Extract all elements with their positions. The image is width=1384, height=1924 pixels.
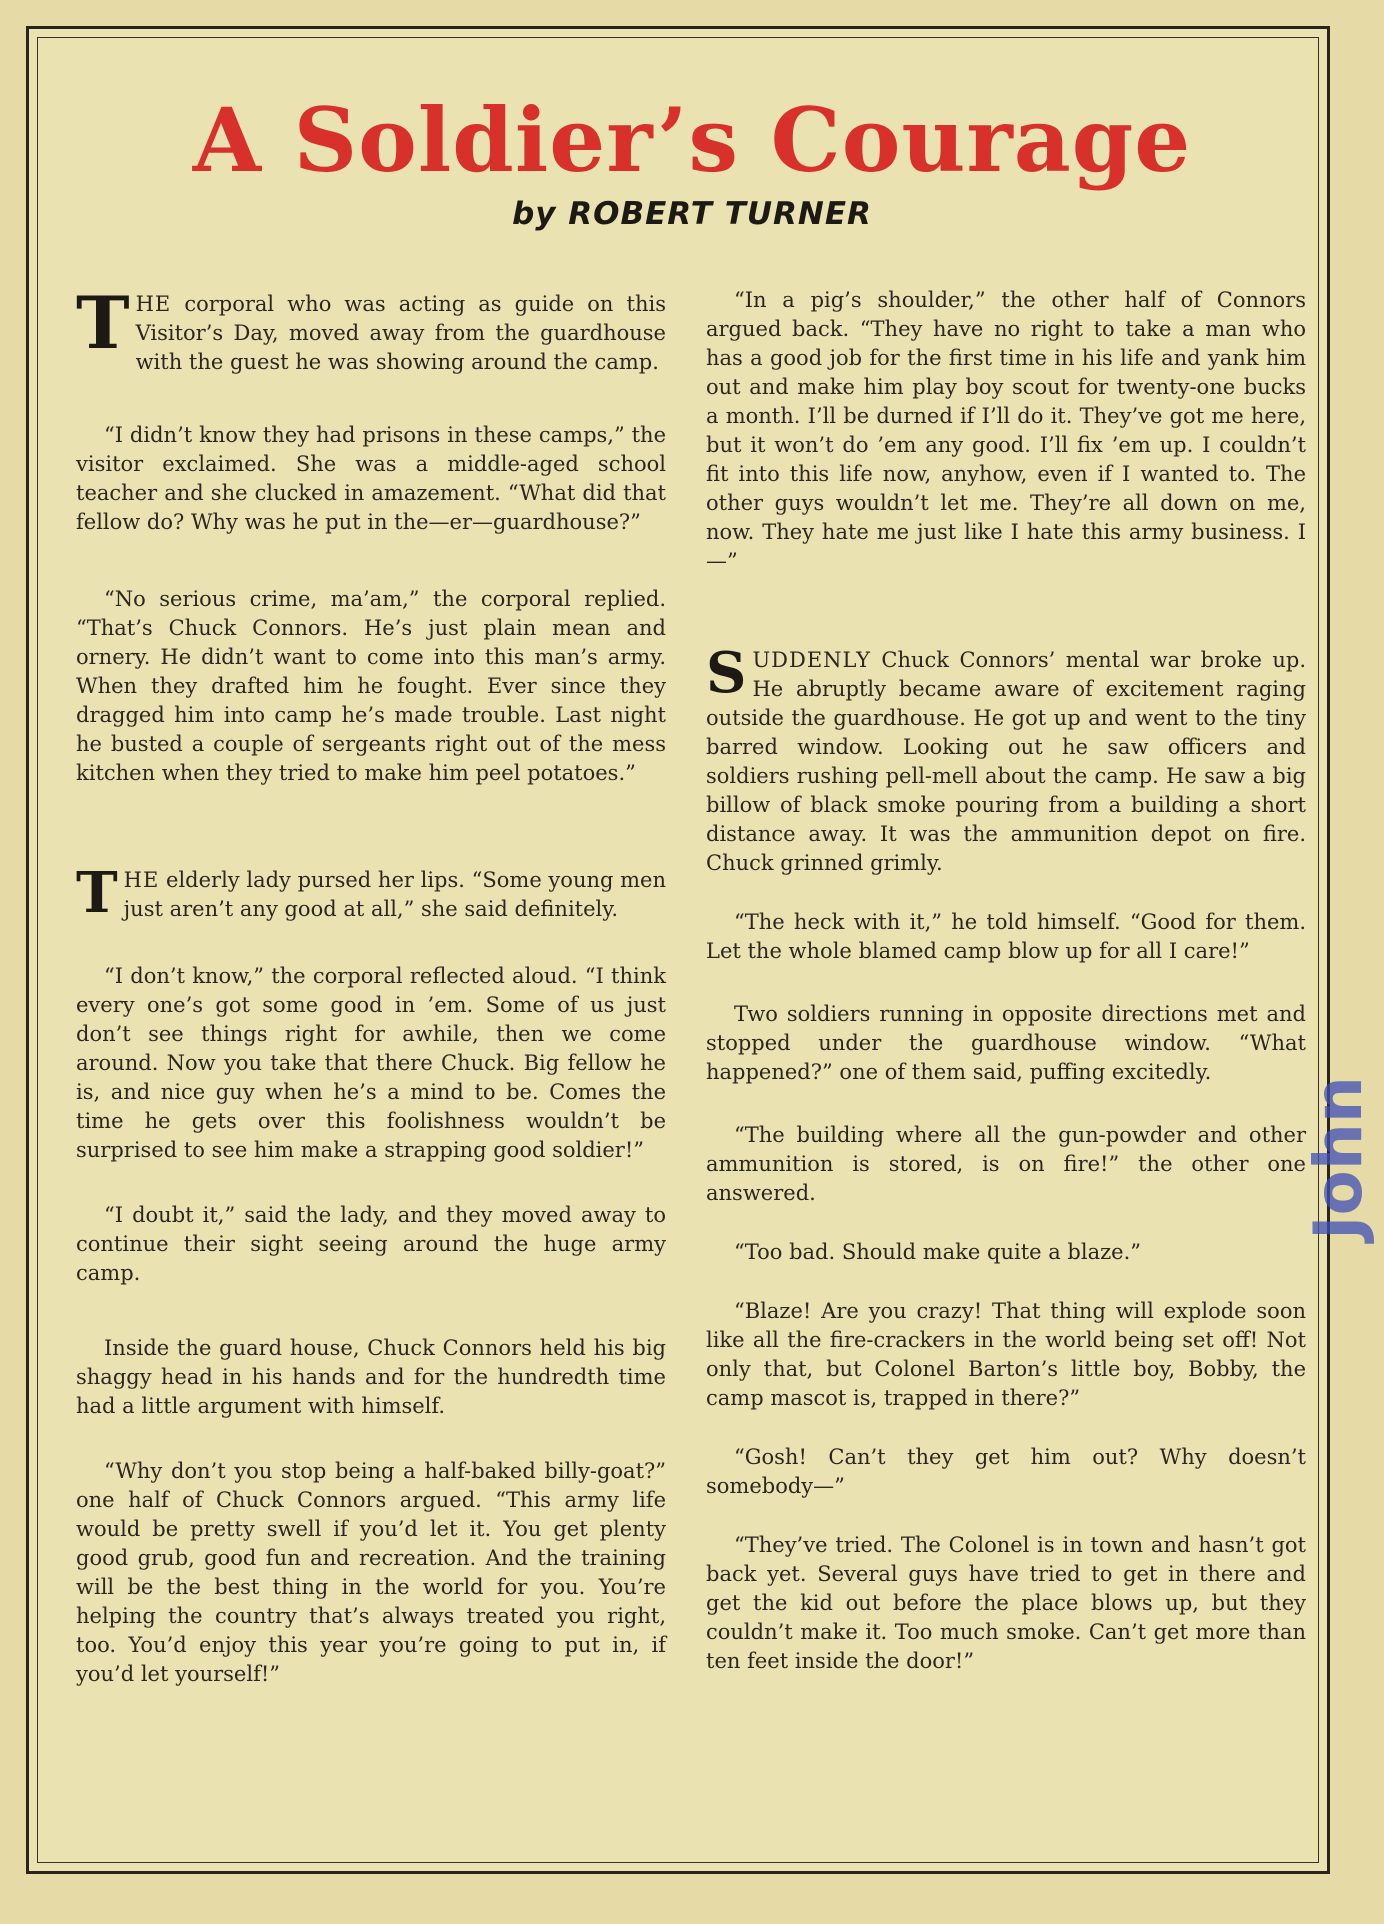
drop-cap: T — [76, 860, 118, 926]
paragraph: “I doubt it,” said the lady, and they moved away to continue their sight seeing around the huge army camp. — [76, 1203, 666, 1285]
story-title: A Soldier’s Courage — [192, 88, 1192, 192]
paragraph: “I don’t know,” the corporal reflected aloud. “I think every one’s got some good in ’em. Some of us just don’t see things right for awhile, then we come around. Now you take that there Chuck. Big fellow he is, and nice guy when he’s a mind to be. Comes the time he gets over this foolishness wouldn’t be surprised to see him make a strapping good soldier!” — [76, 964, 666, 1162]
paragraph: THE corporal who was acting as guide on this Visitor’s Day, moved away from the guardhouse with the guest he was showing around the camp. — [76, 280, 666, 374]
paragraph: “They’ve tried. The Colonel is in town and hasn’t got back yet. Several guys have tried to get in there and get the kid out before the place blows up, but they couldn’t make it. Too much smoke. Can’t get more than ten feet inside the door!” — [706, 1533, 1306, 1673]
left-column — [76, 280, 666, 1716]
paragraph: “In a pig’s shoulder,” the other half of Connors argued back. “They have no right to take a man who has a good job for the first time in his life and yank him out and make him play boy scout for twenty-one bucks a month. I’ll be durned if I’ll do it. They’ve got me here, but it won’t do ’em any good. I’ll fix ’em up. I couldn’t fit into this life now, anyhow, even if I wanted to. The other guys wouldn’t let me. They’re all down on me, now. They hate me just like I hate this army business. I—” — [706, 288, 1306, 573]
paragraph: SUDDENLY Chuck Connors’ mental war broke up. He abruptly became aware of excitement raging outside the guardhouse. He got up and went to the tiny barred window. Looking out he saw officers and soldiers rushing pell-mell about the camp. He saw a big billow of black smoke pouring from a building a short distance away. It was the ammunition depot on fire. Chuck grinned grimly. — [706, 640, 1306, 875]
paragraph: Two soldiers running in opposite directions met and stopped under the guardhouse window. “What happened?” one of them said, puffing excitedly. — [706, 1002, 1306, 1084]
drop-cap: S — [706, 640, 747, 706]
paragraph: Inside the guard house, Chuck Connors held his big shaggy head in his hands and for the hundredth time had a little argument with himself. — [76, 1336, 666, 1418]
right-column — [706, 286, 1306, 1703]
ink-stamp: John — [1300, 1076, 1377, 1240]
paragraph: “The heck with it,” he told himself. “Good for them. Let the whole blamed camp blow up for all I care!” — [706, 910, 1306, 963]
paragraph: “Blaze! Are you crazy! That thing will explode soon like all the fire-crackers in the world being set off! Not only that, but Colonel Barton’s little boy, Bobby, the camp mascot is, trapped in there?” — [706, 1299, 1306, 1410]
paragraph: “Too bad. Should make quite a blaze.” — [734, 1240, 1142, 1264]
paragraph: “The building where all the gun-powder and other ammunition is stored, is on fire!” the other one answered. — [706, 1123, 1306, 1205]
drop-cap: T — [76, 280, 130, 365]
paragraph: “Gosh! Can’t they get him out? Why doesn’t somebody—” — [706, 1445, 1306, 1498]
paragraph: THE elderly lady pursed her lips. “Some young men just aren’t any good at all,” she said definitely. — [76, 860, 666, 926]
paragraph: “Why don’t you stop being a half-baked billy-goat?” one half of Chuck Connors argued. “This army life would be pretty swell if you’d let it. You get plenty good grub, good fun and recreation. And the training will be the best thing in the world for you. You’re helping the country that’s always treated you right, too. You’d enjoy this year you’re going to put in, if you’d let yourself!” — [76, 1459, 666, 1686]
paragraph: “I didn’t know they had prisons in these camps,” the visitor exclaimed. She was a middle-aged school teacher and she clucked in amazement. “What did that fellow do? Why was he put in the—er—guardhouse?” — [76, 423, 666, 534]
story-byline: by ROBERT TURNER — [512, 196, 872, 232]
paragraph: “No serious crime, ma’am,” the corporal replied. “That’s Chuck Connors. He’s just plain mean and ornery. He didn’t want to come into this man’s army. When they drafted him he fought. Ever since they dragged him into camp he’s made trouble. Last night he busted a couple of sergeants right out of the mess kitchen when they tried to make him peel potatoes.” — [76, 587, 666, 785]
